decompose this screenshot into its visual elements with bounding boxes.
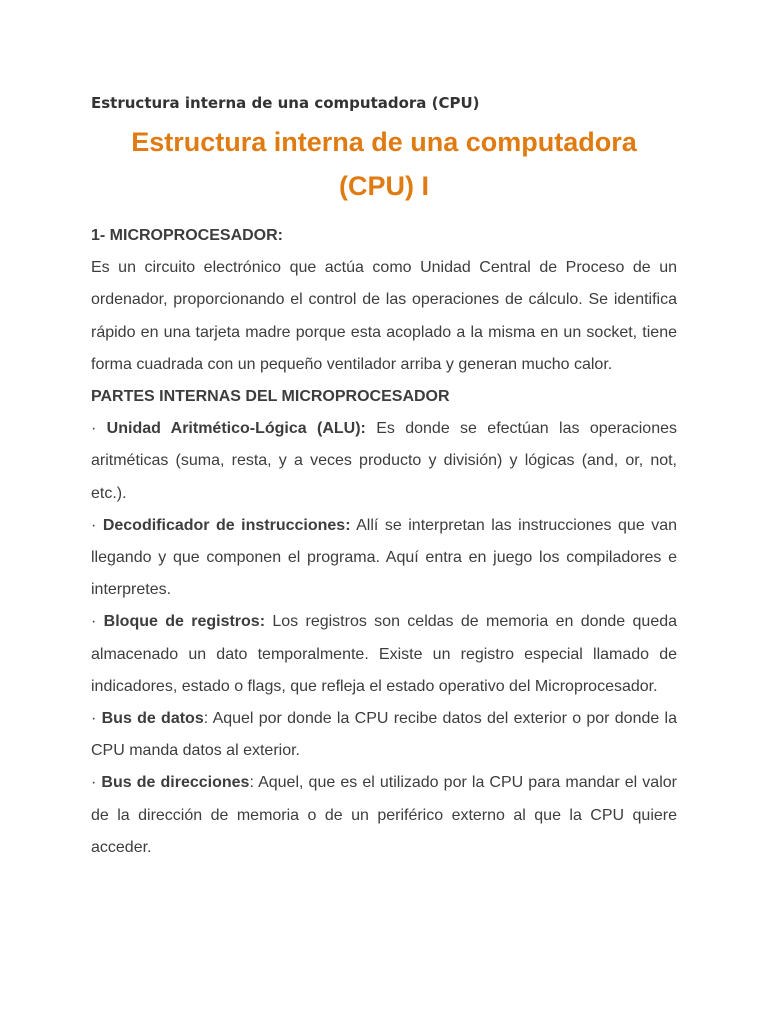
list-item-term: Unidad Aritmético-Lógica (ALU): [106,420,366,438]
list-bullet: · [91,774,102,792]
list-item-term: Bus de direcciones [101,774,250,792]
document-body [91,220,677,864]
list-item-term: Bloque de registros: [103,613,266,631]
list-item-term: Decodificador de instrucciones: [102,516,351,534]
section-heading-partes-internas: PARTES INTERNAS DEL MICROPROCESADOR [91,388,450,406]
list-item-bus-direcciones [91,767,677,864]
main-heading-line-1: Estructura interna de una computadora [131,127,637,157]
list-bullet: · [91,516,103,534]
main-heading-line-2: (CPU) I [339,171,429,201]
list-item-text: Los registros son celdas de memoria en donde queda almacenado un dato temporalmente. Existe un registro especial llamado de indicadores, estado o flags, que refleja el estado operativo del Microprocesador. [91,613,678,695]
list-item-text: Es donde se efectúan las operaciones aritméticas (suma, resta, y a veces producto y división) y lógicas (and, or, not, etc.). [91,420,677,502]
section-paragraph-microprocesador: Es un circuito electrónico que actúa como Unidad Central de Proceso de un ordenador, proporcionando el control de las operaciones de cálculo. Se identifica rápido en una tarjeta madre porque esta acoplado a la misma en un socket, tiene forma cuadrada con un pequeño ventilador arriba y generan mucho calor. [91,259,677,373]
list-item-text: Allí se interpretan las instrucciones que van llegando y que componen el programa. Aquí entra en juego los compiladores e interpretes. [91,516,678,599]
list-item-text: : Aquel, que es el utilizado por la CPU para mandar el valor de la dirección de memoria o de un periférico externo al que la CPU quiere acceder. [91,774,677,856]
main-heading [91,120,677,208]
list-bullet: · [91,420,107,438]
list-item-alu [91,413,677,510]
list-item-term: Bus de datos [101,710,204,728]
list-bullet: · [91,710,102,728]
list-item-decodificador [91,510,677,607]
list-item-text: : Aquel por donde la CPU recibe datos del exterior o por donde la CPU manda datos al exterior. [91,710,678,760]
list-bullet: · [91,613,104,631]
document-title: Estructura interna de una computadora (CPU) [91,94,480,112]
list-item-bloque-registros [91,606,677,703]
list-item-bus-datos [91,703,677,767]
section-heading-microprocesador: 1- MICROPROCESADOR: [91,227,284,244]
